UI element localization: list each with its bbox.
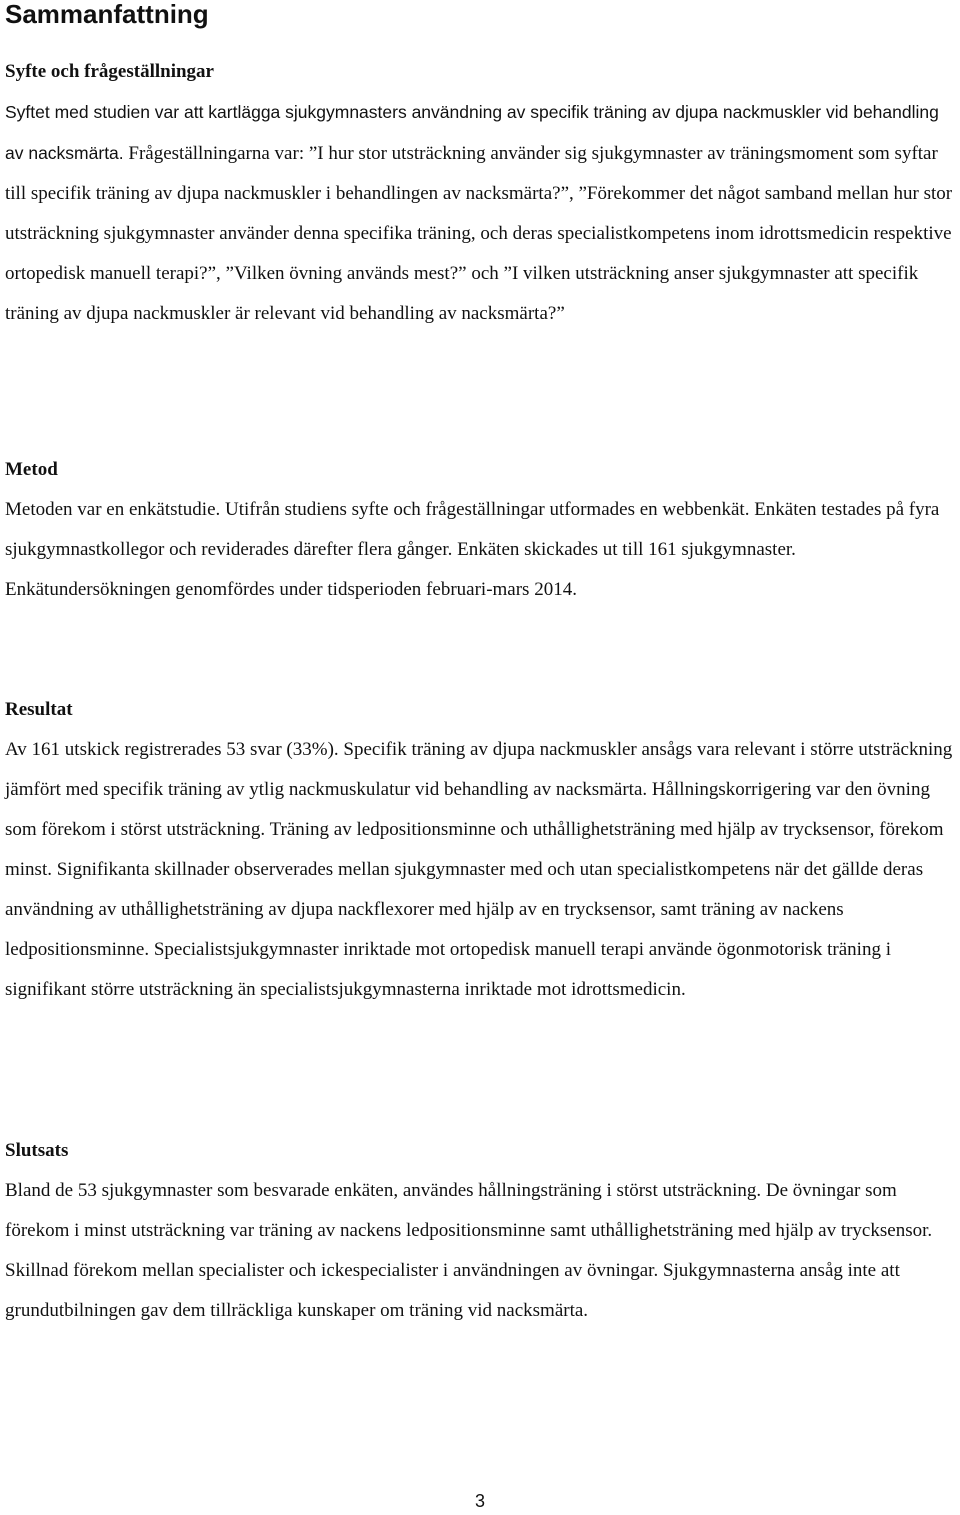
section-text-slutsats: Bland de 53 sjukgymnaster som besvarade enkäten, användes hållningsträning i störst utsträckning. De övningar som förekom i minst utsträckning var träning av nackens ledpositionsminne samt uthållighetsträning med hjälp av trycksensor. Skillnad förekom mellan specialister och ickespecialister i användningen av övningar. Sjukgymnasterna ansåg inte att grundutbilningen gav dem tillräckliga kunskaper om träning vid nacksmärta. — [5, 1180, 933, 1321]
section-resultat — [5, 690, 957, 1010]
section-syfte — [5, 52, 957, 334]
syfte-text-part2: Frågeställningarna var: ”I hur stor utsträckning använder sig sjukgymnaster av träningsmoment som syftar till specifik träning av djupa nackmuskler i behandlingen av nacksmärta?”, ”Förekommer det något samband mellan hur stor utsträckning sjukgymnaster använder denna specifika träning, och deras specialistkompetens inom idrottsmedicin respektive ortopedisk manuell terapi?”, ”Vilken övning används mest?” och ”I vilken utsträckning anser sjukgymnaster att specifik träning av djupa nackmuskler är relevant vid behandling av nacksmärta?” — [5, 143, 953, 324]
section-slutsats — [5, 1131, 957, 1331]
section-metod — [5, 450, 957, 610]
section-text-metod: Metoden var en enkätstudie. Utifrån studiens syfte och frågeställningar utformades en webbenkät. Enkäten testades på fyra sjukgymnastkollegor och reviderades därefter flera gånger. Enkäten skickades ut till 161 sjukgymnaster. Enkätundersökningen genomfördes under tidsperioden februari-mars 2014. — [5, 499, 940, 600]
section-text-resultat: Av 161 utskick registrerades 53 svar (33%). Specifik träning av djupa nackmuskler ansågs vara relevant i större utsträckning jämfört med specifik träning av ytlig nackmuskulatur vid behandling av nacksmärta. Hållningskorrigering var den övning som förekom i störst utsträckning. Träning av ledpositionsminne och uthållighetsträning med hjälp av trycksensor, förekom minst. Signifikanta skillnader observerades mellan sjukgymnaster med och utan specialistkompetens när det gällde deras användning av uthållighetsträning av djupa nackflexorer med hjälp av en trycksensor, samt träning av nackens ledpositionsminne. Specialistsjukgymnaster inriktade mot ortopedisk manuell terapi använde ögonmotorisk träning i signifikant större utsträckning än specialistsjukgymnasterna inriktade mot idrottsmedicin. — [5, 739, 953, 1000]
section-heading-resultat: Resultat — [5, 699, 73, 720]
syfte-text-part1: Syftet med studien var att kartlägga sjukgymnasters användning av specifik träning av djupa nackmuskler vid behandling av nacksmärta. — [5, 102, 939, 163]
section-heading-metod: Metod — [5, 459, 58, 480]
section-heading-slutsats: Slutsats — [5, 1140, 69, 1161]
page-number: 3 — [474, 1491, 485, 1511]
section-text-syfte — [5, 92, 957, 334]
page-title: Sammanfattning — [5, 0, 209, 29]
section-heading-syfte: Syfte och frågeställningar — [5, 61, 214, 82]
document-page — [5, 0, 957, 1321]
